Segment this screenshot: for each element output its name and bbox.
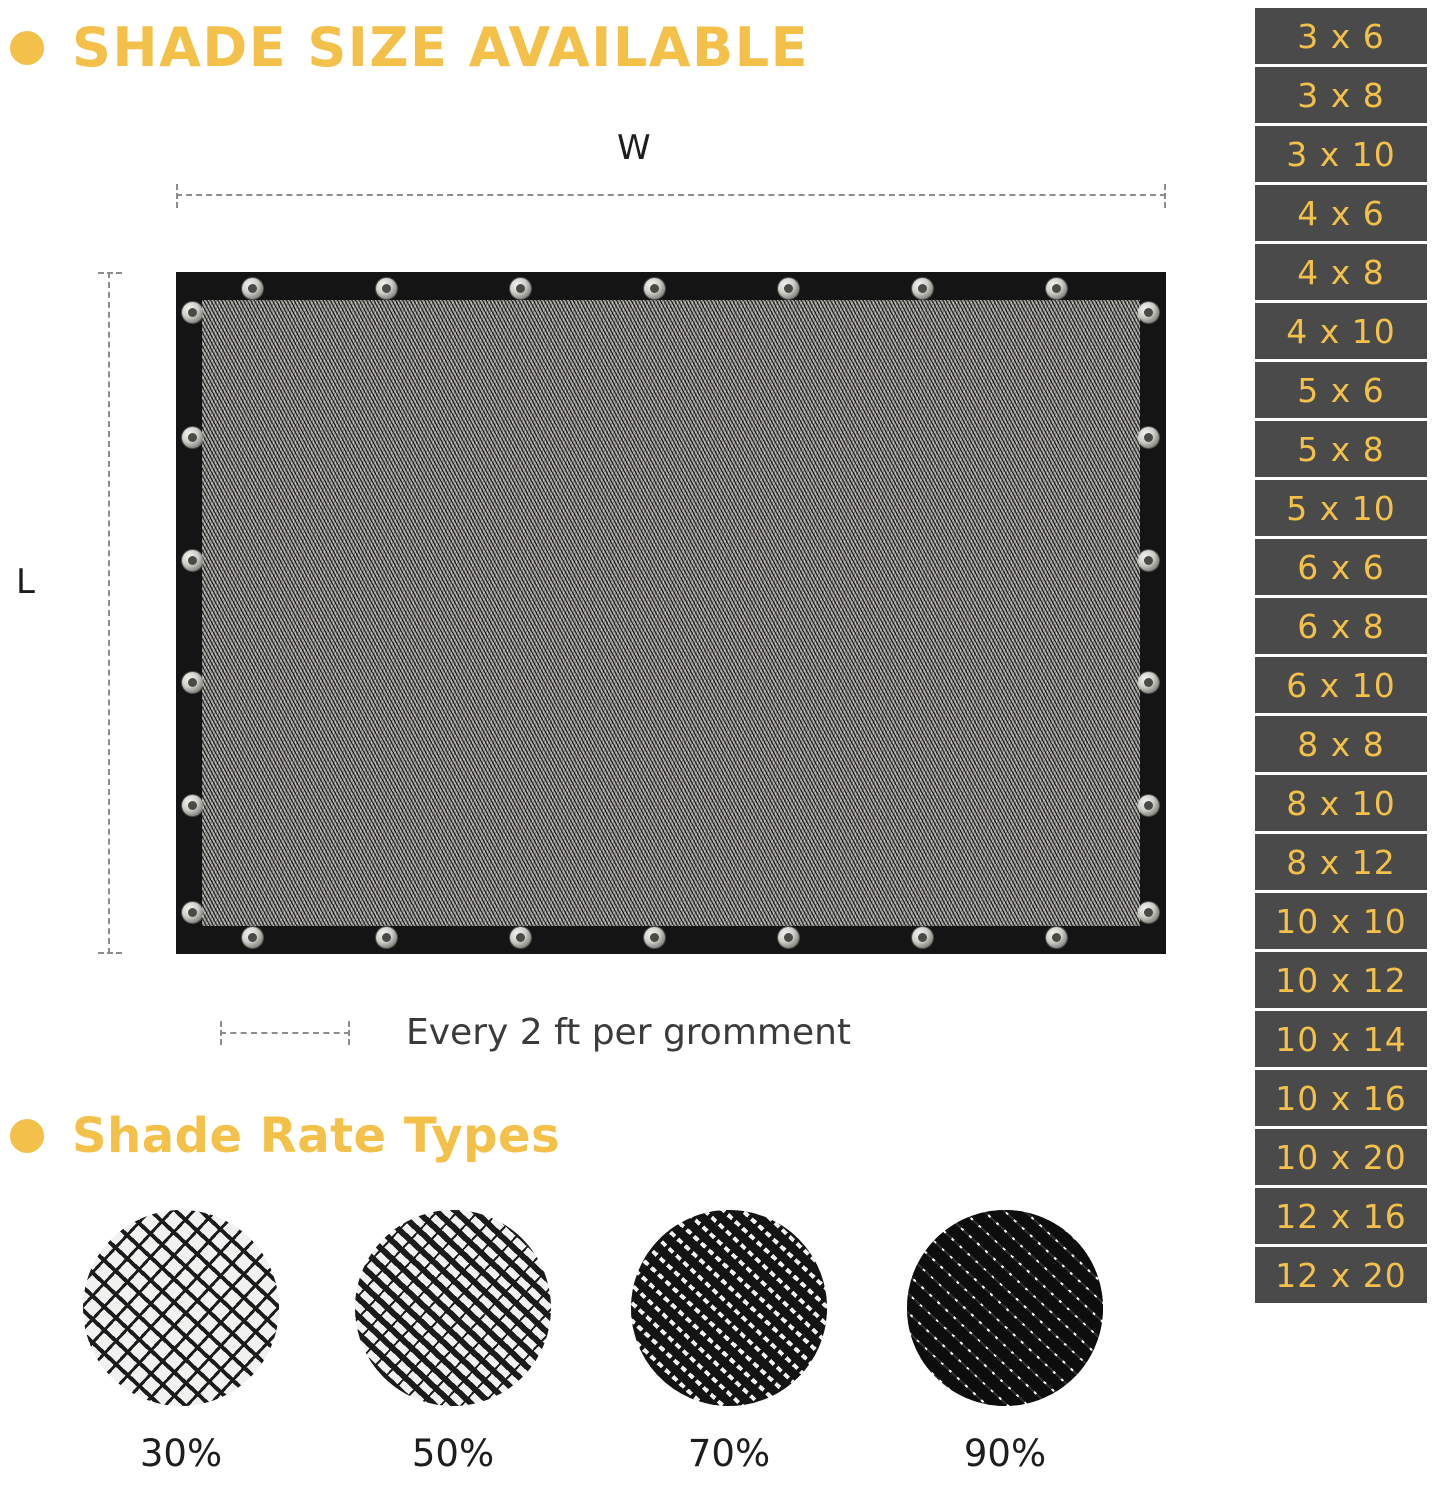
mesh-pattern-icon <box>83 1210 279 1406</box>
grommet <box>644 278 665 299</box>
grommet <box>1138 902 1159 923</box>
grommet <box>242 927 263 948</box>
grommet <box>510 927 531 948</box>
grommet <box>182 902 203 923</box>
size-chip[interactable]: 4 x 10 <box>1255 303 1427 359</box>
grommet-spacing-line <box>220 1032 350 1034</box>
length-dimension-line <box>108 272 110 954</box>
grommet <box>1046 927 1067 948</box>
grommet <box>376 278 397 299</box>
shade-rate-label: 90% <box>963 1432 1047 1475</box>
size-chip[interactable]: 10 x 10 <box>1255 893 1427 949</box>
grommet <box>644 927 665 948</box>
length-label: L <box>16 562 35 602</box>
shade-rate-swatch <box>907 1210 1103 1406</box>
size-chip[interactable]: 8 x 8 <box>1255 716 1427 772</box>
size-chip[interactable]: 3 x 10 <box>1255 126 1427 182</box>
shade-rate-swatch <box>83 1210 279 1406</box>
grommet <box>182 672 203 693</box>
size-chip[interactable]: 6 x 6 <box>1255 539 1427 595</box>
size-chip[interactable]: 10 x 12 <box>1255 952 1427 1008</box>
size-chip[interactable]: 10 x 20 <box>1255 1129 1427 1185</box>
grommet <box>1138 427 1159 448</box>
width-label: W <box>617 128 651 168</box>
size-chip[interactable]: 6 x 8 <box>1255 598 1427 654</box>
grommet <box>510 278 531 299</box>
shade-rate-item <box>900 1210 1110 1475</box>
grommet <box>912 278 933 299</box>
grommet <box>778 278 799 299</box>
mesh-pattern-icon <box>907 1210 1103 1406</box>
grommet <box>182 795 203 816</box>
length-dimension-cap-top <box>98 272 122 274</box>
width-dimension-line <box>176 194 1166 196</box>
grommet <box>1138 672 1159 693</box>
grommet-spacing-cap-left <box>220 1021 222 1045</box>
grommet <box>242 278 263 299</box>
shade-rate-item <box>348 1210 558 1475</box>
mesh-pattern-icon <box>631 1210 827 1406</box>
size-chip[interactable]: 4 x 8 <box>1255 244 1427 300</box>
shade-rate-item <box>76 1210 286 1475</box>
shade-cloth-mesh <box>202 300 1140 926</box>
bullet-dot-icon <box>10 1119 44 1153</box>
page-title: SHADE SIZE AVAILABLE <box>72 16 810 79</box>
size-chip[interactable]: 4 x 6 <box>1255 185 1427 241</box>
shade-rate-label: 30% <box>139 1432 223 1475</box>
size-chip[interactable]: 12 x 16 <box>1255 1188 1427 1244</box>
grommet <box>912 927 933 948</box>
size-chip[interactable]: 10 x 14 <box>1255 1011 1427 1067</box>
shade-rate-label: 50% <box>411 1432 495 1475</box>
grommet <box>376 927 397 948</box>
size-chip[interactable]: 3 x 8 <box>1255 67 1427 123</box>
shade-rate-swatch <box>631 1210 827 1406</box>
shade-rate-swatch <box>355 1210 551 1406</box>
size-chip[interactable]: 12 x 20 <box>1255 1247 1427 1303</box>
size-chip[interactable]: 10 x 16 <box>1255 1070 1427 1126</box>
grommet <box>1138 550 1159 571</box>
grommet <box>182 550 203 571</box>
grommet-spacing-text: Every 2 ft per gromment <box>406 1012 852 1053</box>
grommet <box>1046 278 1067 299</box>
width-dimension-cap-right <box>1164 184 1166 208</box>
shade-rate-label: 70% <box>687 1432 771 1475</box>
shade-rate-title-row <box>10 1108 560 1164</box>
size-chip[interactable]: 8 x 10 <box>1255 775 1427 831</box>
grommet <box>182 302 203 323</box>
grommet <box>182 427 203 448</box>
width-dimension-cap-left <box>176 184 178 208</box>
shade-cloth-illustration <box>176 272 1166 954</box>
size-list <box>1255 8 1427 1303</box>
size-chip[interactable]: 5 x 6 <box>1255 362 1427 418</box>
shade-rate-title: Shade Rate Types <box>72 1108 561 1164</box>
size-chip[interactable]: 3 x 6 <box>1255 8 1427 64</box>
grommet-spacing-cap-right <box>348 1021 350 1045</box>
size-chip[interactable]: 8 x 12 <box>1255 834 1427 890</box>
size-chip[interactable]: 5 x 8 <box>1255 421 1427 477</box>
grommet <box>1138 302 1159 323</box>
grommet-spacing-bracket <box>220 1021 350 1045</box>
grommet <box>1138 795 1159 816</box>
size-chip[interactable]: 6 x 10 <box>1255 657 1427 713</box>
length-dimension-cap-bottom <box>98 952 122 954</box>
mesh-pattern-icon <box>355 1210 551 1406</box>
shade-rate-item <box>624 1210 834 1475</box>
size-chip[interactable]: 5 x 10 <box>1255 480 1427 536</box>
grommet-spacing-note <box>220 1012 851 1053</box>
shade-rate-samples <box>0 1210 1260 1485</box>
grommet <box>778 927 799 948</box>
